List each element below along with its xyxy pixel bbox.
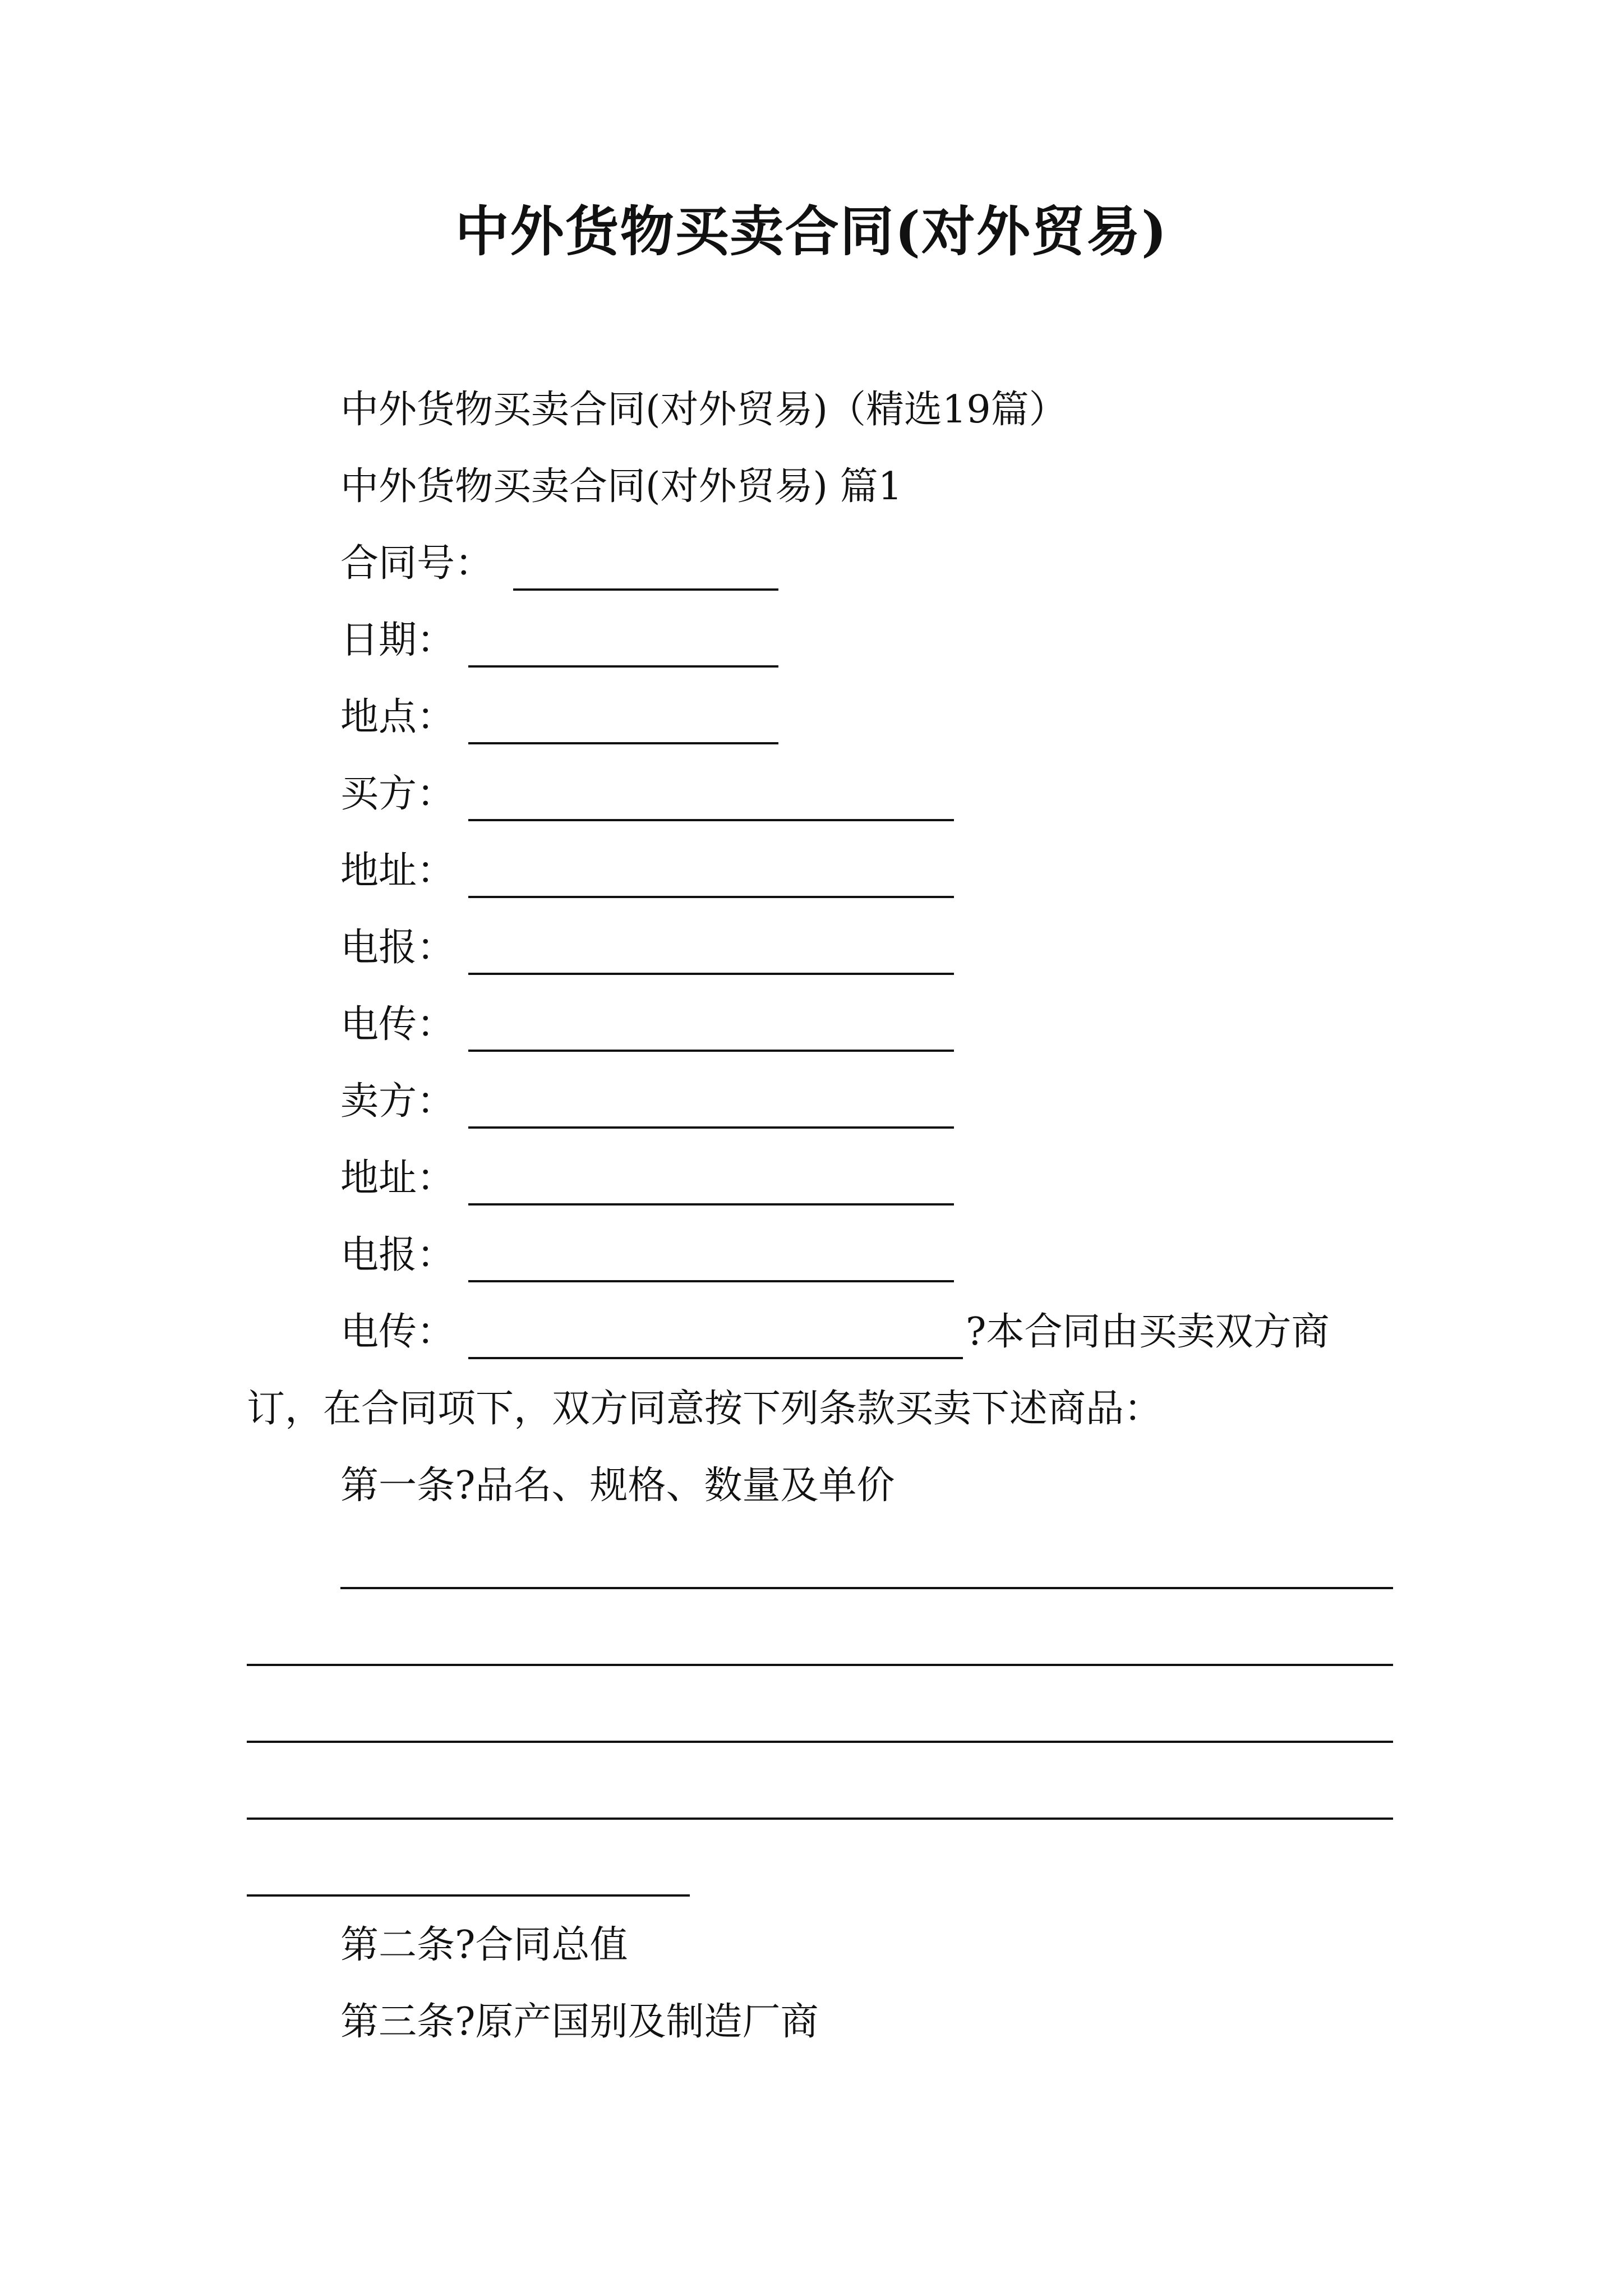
document-title: 中外货物买卖合同(对外贸易) xyxy=(455,200,1168,263)
clause-1-blank-line-4[interactable] xyxy=(247,1818,1393,1820)
seller-address-blank[interactable] xyxy=(468,1203,954,1205)
date-blank[interactable] xyxy=(468,665,778,668)
seller-label: 卖方： xyxy=(340,1079,455,1124)
document-subtitle: 中外货物买卖合同(对外贸易)（精选19篇） xyxy=(340,388,1067,432)
clause-2-heading: 第二条?合同总值 xyxy=(340,1923,628,1967)
buyer-label: 买方： xyxy=(340,772,455,816)
intro-continuation: 订，在合同项下，双方同意按下列条款买卖下述商品： xyxy=(247,1387,1163,1431)
clause-1-blank-line-1[interactable] xyxy=(340,1587,1393,1589)
buyer-telegram-blank[interactable] xyxy=(468,973,954,975)
buyer-telex-label: 电传： xyxy=(340,1002,455,1047)
buyer-address-blank[interactable] xyxy=(468,896,954,898)
seller-address-label: 地址： xyxy=(340,1156,455,1200)
clause-1-blank-line-2[interactable] xyxy=(247,1664,1393,1666)
place-label: 地点： xyxy=(340,695,455,739)
seller-blank[interactable] xyxy=(468,1126,954,1129)
section-heading: 中外货物买卖合同(对外贸易) 篇1 xyxy=(340,464,902,509)
buyer-blank[interactable] xyxy=(468,819,954,821)
clause-1-blank-line-5[interactable] xyxy=(247,1894,690,1897)
contract-number-blank[interactable] xyxy=(513,588,778,591)
seller-telegram-blank[interactable] xyxy=(468,1280,954,1282)
seller-telex-blank[interactable] xyxy=(468,1357,963,1359)
seller-telegram-label: 电报： xyxy=(340,1233,455,1277)
intro-text: ?本合同由买卖双方商 xyxy=(966,1310,1330,1354)
clause-1-blank-line-3[interactable] xyxy=(247,1741,1393,1743)
date-label: 日期： xyxy=(340,618,455,662)
seller-telex-label: 电传： xyxy=(340,1310,455,1354)
buyer-telex-blank[interactable] xyxy=(468,1050,954,1052)
clause-1-heading: 第一条?品名、规格、数量及单价 xyxy=(340,1464,895,1508)
buyer-telegram-label: 电报： xyxy=(340,926,455,970)
clause-3-heading: 第三条?原产国别及制造厂商 xyxy=(340,2000,819,2044)
place-blank[interactable] xyxy=(468,742,778,744)
buyer-address-label: 地址： xyxy=(340,849,455,893)
contract-number-label: 合同号： xyxy=(340,541,494,586)
